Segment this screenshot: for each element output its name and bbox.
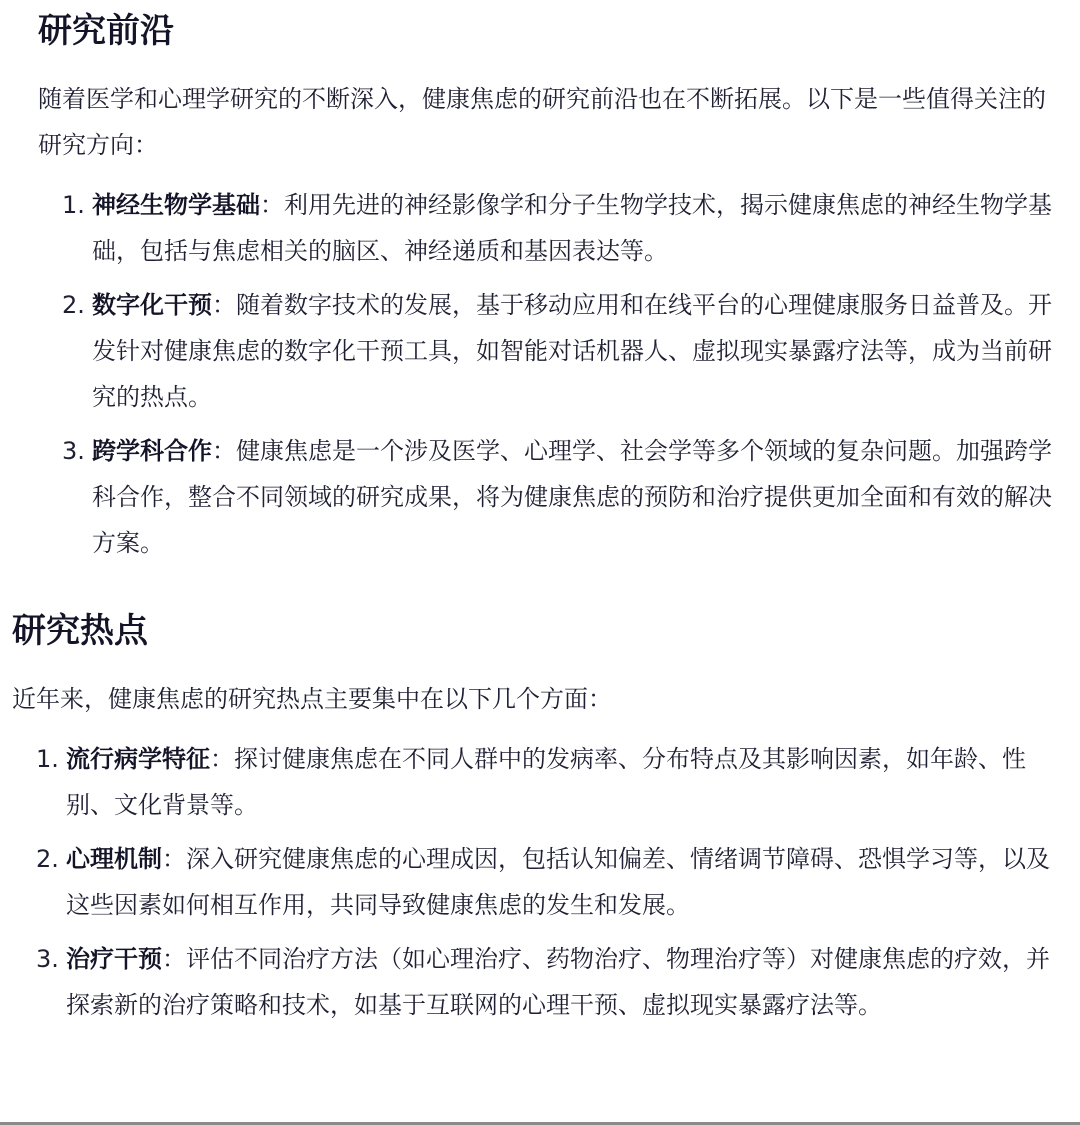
list-number: 2. (62, 291, 85, 319)
section-title: 研究前沿 (38, 11, 174, 51)
list-item (12, 836, 1060, 928)
list-number: 1. (36, 745, 59, 773)
list-item (38, 282, 1060, 420)
list-term: 神经生物学基础 (92, 191, 260, 219)
section-research-hotspot (12, 606, 1060, 1036)
section-intro: 近年来，健康焦虑的研究热点主要集中在以下几个方面： (12, 685, 612, 713)
list-term: 数字化干预 (92, 291, 212, 319)
list-number: 3. (36, 945, 59, 973)
frontier-list (38, 182, 1060, 566)
list-term: 跨学科合作 (92, 437, 212, 465)
section-research-frontier (38, 6, 1060, 574)
list-number: 2. (36, 845, 59, 873)
list-number: 3. (62, 437, 85, 465)
list-term: 治疗干预 (66, 945, 162, 973)
list-number: 1. (62, 191, 85, 219)
list-text: ：探讨健康焦虑在不同人群中的发病率、分布特点及其影响因素，如年龄、性别、文化背景等。 (66, 745, 1026, 819)
list-text: ：评估不同治疗方法（如心理治疗、药物治疗、物理治疗等）对健康焦虑的疗效，并探索新的治疗策略和技术，如基于互联网的心理干预、虚拟现实暴露疗法等。 (66, 945, 1050, 1019)
list-text: ：深入研究健康焦虑的心理成因，包括认知偏差、情绪调节障碍、恐惧学习等，以及这些因素如何相互作用，共同导致健康焦虑的发生和发展。 (66, 845, 1050, 919)
list-term: 流行病学特征 (66, 745, 210, 773)
hotspot-list (12, 736, 1060, 1028)
section-intro: 随着医学和心理学研究的不断深入，健康焦虑的研究前沿也在不断拓展。以下是一些值得关注的研究方向： (38, 85, 1046, 159)
list-item (12, 936, 1060, 1028)
section-title: 研究热点 (12, 611, 148, 651)
list-item (38, 182, 1060, 274)
list-item (38, 428, 1060, 566)
list-term: 心理机制 (66, 845, 162, 873)
list-item (12, 736, 1060, 828)
list-text: ：利用先进的神经影像学和分子生物学技术，揭示健康焦虑的神经生物学基础，包括与焦虑相关的脑区、神经递质和基因表达等。 (92, 191, 1052, 265)
list-text: ：随着数字技术的发展，基于移动应用和在线平台的心理健康服务日益普及。开发针对健康焦虑的数字化干预工具，如智能对话机器人、虚拟现实暴露疗法等，成为当前研究的热点。 (92, 291, 1052, 411)
list-text: ：健康焦虑是一个涉及医学、心理学、社会学等多个领域的复杂问题。加强跨学科合作，整合不同领域的研究成果，将为健康焦虑的预防和治疗提供更加全面和有效的解决方案。 (92, 437, 1052, 557)
